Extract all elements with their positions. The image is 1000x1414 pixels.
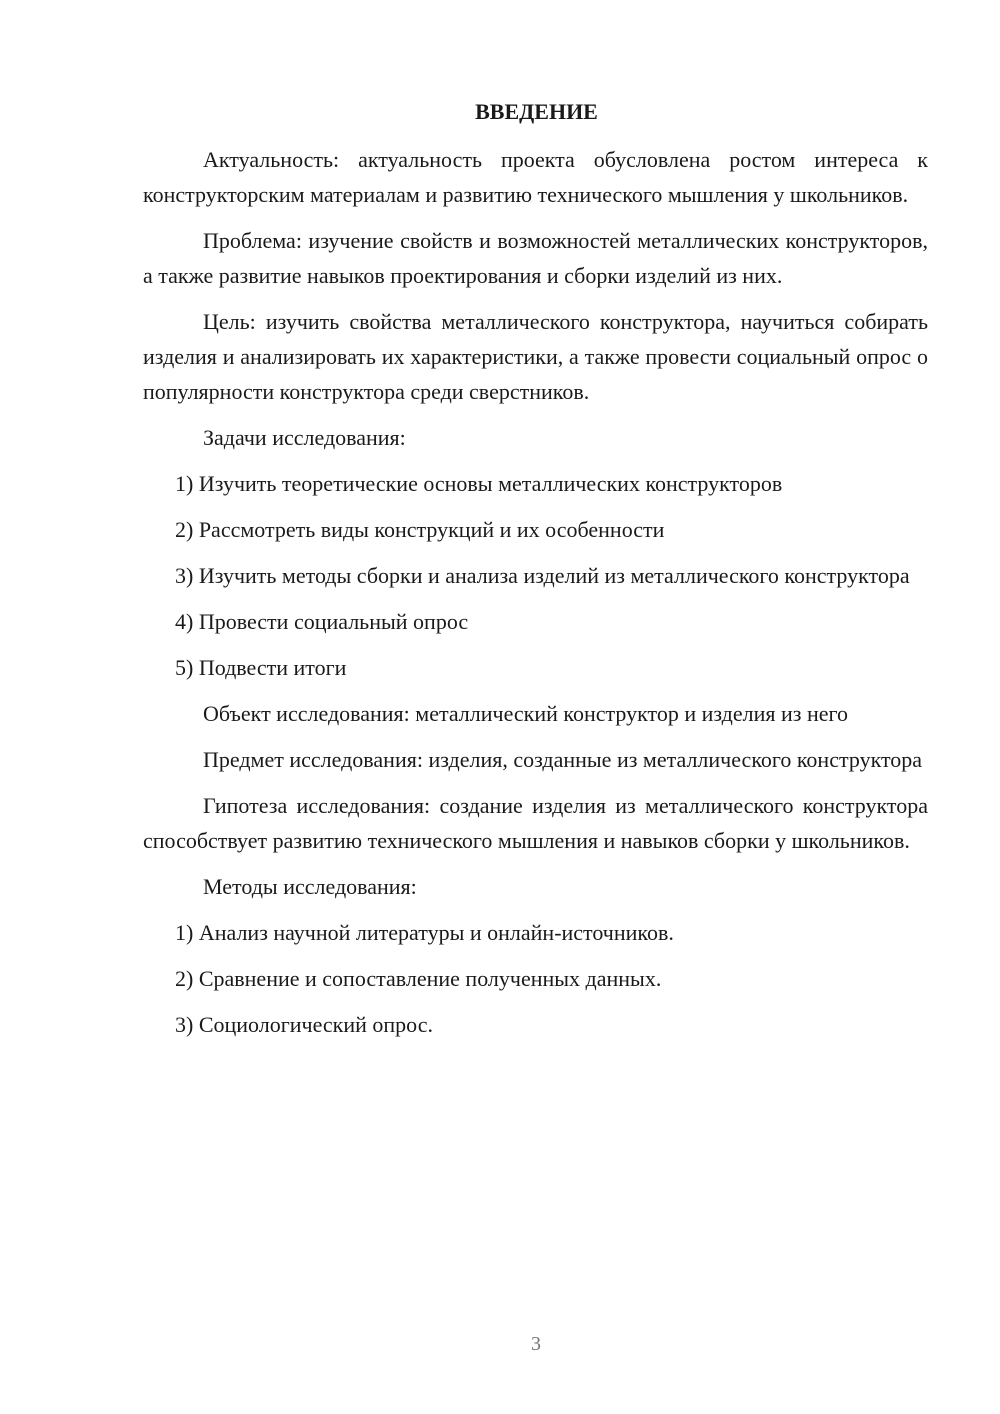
goal-paragraph: Цель: изучить свойства металлического конструктора, научиться собирать изделия и анализировать их характеристики, а также провести социальный опрос о популярности конструктора среди сверстников. bbox=[143, 309, 928, 404]
section-title: ВВЕДЕНИЕ bbox=[475, 99, 598, 124]
method-item: 2) Сравнение и сопоставление полученных данных. bbox=[175, 966, 662, 991]
task-item: 4) Провести социальный опрос bbox=[175, 609, 469, 634]
tasks-heading: Задачи исследования: bbox=[203, 425, 406, 450]
object-paragraph: Объект исследования: металлический конструктор и изделия из него bbox=[203, 701, 848, 726]
task-item: 5) Подвести итоги bbox=[175, 655, 347, 680]
task-item: 1) Изучить теоретические основы металлических конструкторов bbox=[175, 471, 783, 496]
method-item: 3) Социологический опрос. bbox=[175, 1012, 433, 1037]
task-item: 2) Рассмотреть виды конструкций и их особенности bbox=[175, 517, 665, 542]
document-body bbox=[143, 94, 928, 1053]
task-item: 3) Изучить методы сборки и анализа изделий из металлического конструктора bbox=[175, 563, 910, 588]
methods-heading: Методы исследования: bbox=[203, 874, 417, 899]
method-item: 1) Анализ научной литературы и онлайн-источников. bbox=[175, 920, 674, 945]
page-number: 3 bbox=[531, 1333, 541, 1355]
hypothesis-paragraph: Гипотеза исследования: создание изделия из металлического конструктора способствует развитию технического мышления и навыков сборки у школьников. bbox=[143, 793, 928, 853]
problem-paragraph: Проблема: изучение свойств и возможностей металлических конструкторов, а также развитие навыков проектирования и сборки изделий из них. bbox=[143, 228, 928, 288]
subject-paragraph: Предмет исследования: изделия, созданные из металлического конструктора bbox=[203, 747, 923, 772]
relevance-paragraph: Актуальность: актуальность проекта обусловлена ростом интереса к конструкторским материалам и развитию технического мышления у школьников. bbox=[143, 147, 928, 207]
